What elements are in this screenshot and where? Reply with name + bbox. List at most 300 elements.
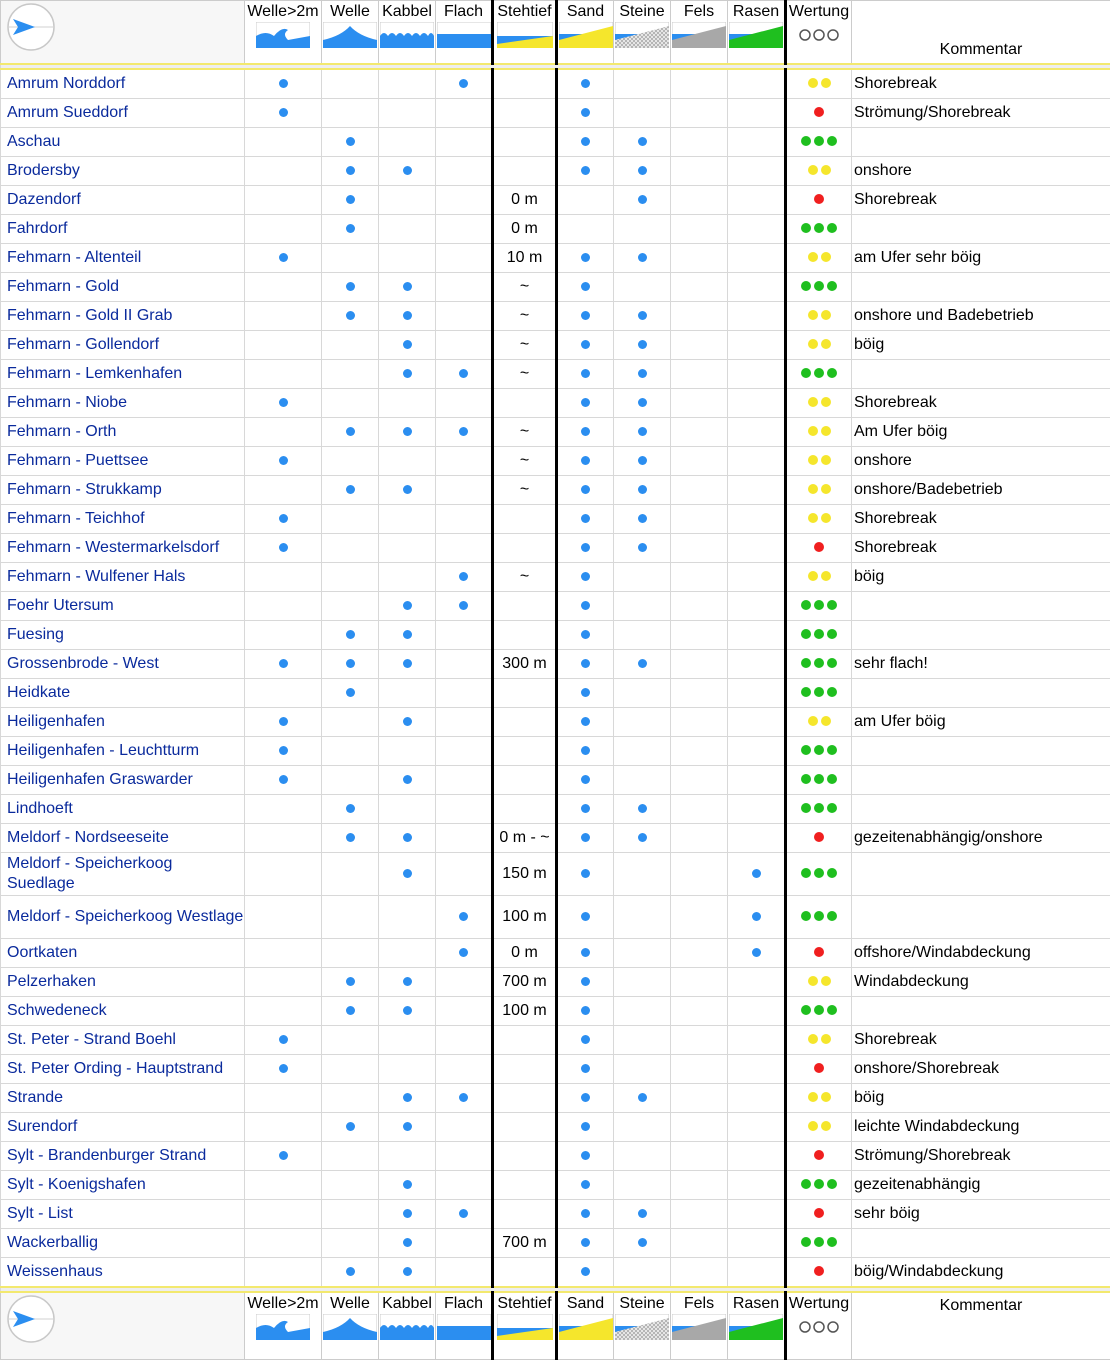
cell-rock xyxy=(671,737,728,766)
col-chop xyxy=(379,1,436,65)
feature-dot-icon xyxy=(403,630,412,639)
logo-cell xyxy=(1,1,245,65)
cell-wave xyxy=(322,418,379,447)
table-row xyxy=(1,186,1110,215)
spot-link[interactable]: Fehmarn - Lemkenhafen xyxy=(7,365,182,382)
cell-flat xyxy=(436,896,493,939)
rating-cell xyxy=(786,1142,852,1171)
rating-cell xyxy=(786,997,852,1026)
spot-link[interactable]: Lindhoeft xyxy=(7,800,73,817)
rating-dot-icon xyxy=(814,136,824,146)
feature-dot-icon xyxy=(279,659,288,668)
feature-dot-icon xyxy=(638,456,647,465)
feature-dot-icon xyxy=(638,659,647,668)
spot-link[interactable]: Dazendorf xyxy=(7,191,81,208)
cell-sand xyxy=(557,939,614,968)
rating-dot-icon xyxy=(801,600,811,610)
standing-depth-value: 150 m xyxy=(493,853,557,896)
spot-link[interactable]: Fehmarn - Teichhof xyxy=(7,510,145,527)
rating-dot-icon xyxy=(801,774,811,784)
rating-dot-icon xyxy=(827,629,837,639)
spot-link[interactable]: Pelzerhaken xyxy=(7,973,96,990)
rating-cell xyxy=(786,69,852,99)
spot-name-cell xyxy=(1,939,245,968)
cell-big-wave xyxy=(245,273,322,302)
cell-flat xyxy=(436,563,493,592)
spot-name-cell xyxy=(1,592,245,621)
standing-depth-value xyxy=(493,1200,557,1229)
rating-dot-icon xyxy=(821,252,831,262)
feature-dot-icon xyxy=(581,485,590,494)
spot-link[interactable]: Fehmarn - Gold II Grab xyxy=(7,307,172,324)
cell-sand xyxy=(557,737,614,766)
cell-rock xyxy=(671,1258,728,1288)
col-standing-depth xyxy=(493,1,557,65)
cell-stones xyxy=(614,968,671,997)
rating-dot-icon xyxy=(801,629,811,639)
spot-link[interactable]: Fehmarn - Orth xyxy=(7,423,116,440)
cell-grass xyxy=(728,99,786,128)
cell-stones xyxy=(614,1026,671,1055)
cell-sand xyxy=(557,853,614,896)
table-row xyxy=(1,997,1110,1026)
rating-cell xyxy=(786,939,852,968)
comment-cell xyxy=(852,215,1110,244)
stones-icon xyxy=(615,22,669,48)
cell-stones xyxy=(614,563,671,592)
cell-big-wave xyxy=(245,1258,322,1288)
cell-stones xyxy=(614,157,671,186)
spot-link[interactable]: Aschau xyxy=(7,133,60,150)
cell-flat xyxy=(436,302,493,331)
spot-link[interactable]: Fuesing xyxy=(7,626,64,643)
rating-dot-icon xyxy=(821,1121,831,1131)
standing-depth-value xyxy=(493,128,557,157)
table-row xyxy=(1,679,1110,708)
rating-dot-icon xyxy=(814,947,824,957)
spot-link[interactable]: Strande xyxy=(7,1089,63,1106)
cell-chop xyxy=(379,128,436,157)
rating-cell xyxy=(786,708,852,737)
cell-chop xyxy=(379,1142,436,1171)
standing-depth-value xyxy=(493,505,557,534)
spot-link[interactable]: Fehmarn - Strukkamp xyxy=(7,481,162,498)
rating-dot-icon xyxy=(801,803,811,813)
rating-cell xyxy=(786,360,852,389)
cell-big-wave xyxy=(245,968,322,997)
cell-big-wave xyxy=(245,99,322,128)
feature-dot-icon xyxy=(638,137,647,146)
cell-grass xyxy=(728,795,786,824)
feature-dot-icon xyxy=(403,1209,412,1218)
cell-stones xyxy=(614,447,671,476)
cell-sand xyxy=(557,331,614,360)
rating-dot-icon xyxy=(801,1005,811,1015)
cell-grass xyxy=(728,708,786,737)
rating-green-icon xyxy=(801,911,837,921)
standing-depth-value: 700 m xyxy=(493,968,557,997)
feature-dot-icon xyxy=(638,166,647,175)
cell-big-wave xyxy=(245,563,322,592)
spot-link[interactable]: St. Peter - Strand Boehl xyxy=(7,1031,176,1048)
cell-wave xyxy=(322,621,379,650)
rating-cell xyxy=(786,447,852,476)
cell-flat xyxy=(436,418,493,447)
feature-dot-icon xyxy=(581,369,590,378)
cell-chop xyxy=(379,1055,436,1084)
cell-big-wave xyxy=(245,331,322,360)
cell-sand xyxy=(557,215,614,244)
spot-link[interactable]: Grossenbrode - West xyxy=(7,655,159,672)
cell-wave xyxy=(322,99,379,128)
cell-flat xyxy=(436,1171,493,1200)
spot-link[interactable]: Heidkate xyxy=(7,684,70,701)
rating-cell xyxy=(786,186,852,215)
table-row xyxy=(1,69,1110,99)
rating-green-icon xyxy=(801,368,837,378)
cell-sand xyxy=(557,766,614,795)
col-sand-label: Sand xyxy=(558,1,613,22)
spot-link[interactable]: Sylt - List xyxy=(7,1205,73,1222)
rating-dot-icon xyxy=(808,78,818,88)
cell-grass xyxy=(728,766,786,795)
col-rating-label: Wertung xyxy=(787,1293,851,1314)
table-row xyxy=(1,1258,1110,1288)
comment-cell: am Ufer sehr böig xyxy=(852,244,1110,273)
col-grass xyxy=(728,1292,786,1360)
cell-rock xyxy=(671,447,728,476)
comment-cell: Strömung/Shorebreak xyxy=(852,99,1110,128)
cell-big-wave xyxy=(245,186,322,215)
rating-dot-icon xyxy=(814,600,824,610)
cell-chop xyxy=(379,737,436,766)
feature-dot-icon xyxy=(581,311,590,320)
spot-link[interactable]: Sylt - Koenigshafen xyxy=(7,1176,146,1193)
standing-depth-value: ~ xyxy=(493,476,557,505)
feature-dot-icon xyxy=(581,1093,590,1102)
cell-wave xyxy=(322,853,379,896)
spot-link[interactable]: Surendorf xyxy=(7,1118,77,1135)
rating-green-icon xyxy=(801,1237,837,1247)
cell-stones xyxy=(614,186,671,215)
cell-sand xyxy=(557,1113,614,1142)
rating-dot-icon xyxy=(821,455,831,465)
feature-dot-icon xyxy=(638,253,647,262)
rating-cell xyxy=(786,157,852,186)
cell-chop xyxy=(379,1084,436,1113)
col-rating-label: Wertung xyxy=(787,1,851,22)
rating-yellow-icon xyxy=(808,397,831,407)
cell-chop xyxy=(379,360,436,389)
rating-cell xyxy=(786,766,852,795)
rating-dot-icon xyxy=(808,165,818,175)
table-row xyxy=(1,1055,1110,1084)
rating-circles-icon xyxy=(792,1314,846,1340)
spot-link[interactable]: Meldorf - Speicherkoog Suedlage xyxy=(7,855,172,892)
cell-stones xyxy=(614,360,671,389)
cell-grass xyxy=(728,157,786,186)
feature-dot-icon xyxy=(279,746,288,755)
rating-cell xyxy=(786,1055,852,1084)
spot-link[interactable]: Fehmarn - Altenteil xyxy=(7,249,141,266)
cell-grass xyxy=(728,331,786,360)
rating-dot-icon xyxy=(814,1266,824,1276)
rating-dot-icon xyxy=(821,1034,831,1044)
grass-icon xyxy=(729,1314,783,1340)
cell-rock xyxy=(671,302,728,331)
rating-dot-icon xyxy=(808,426,818,436)
standing-depth-value xyxy=(493,389,557,418)
spot-name-cell xyxy=(1,244,245,273)
cell-grass xyxy=(728,621,786,650)
comment-cell xyxy=(852,679,1110,708)
spot-link[interactable]: Fehmarn - Puettsee xyxy=(7,452,148,469)
cell-stones xyxy=(614,476,671,505)
rating-cell xyxy=(786,1171,852,1200)
cell-chop xyxy=(379,244,436,273)
spot-name-cell xyxy=(1,1055,245,1084)
col-flat xyxy=(436,1292,493,1360)
cell-grass xyxy=(728,679,786,708)
cell-grass xyxy=(728,1055,786,1084)
spot-link[interactable]: Fahrdorf xyxy=(7,220,67,237)
cell-grass xyxy=(728,389,786,418)
cell-flat xyxy=(436,824,493,853)
rating-cell xyxy=(786,1258,852,1288)
rating-dot-icon xyxy=(814,629,824,639)
rating-dot-icon xyxy=(808,1092,818,1102)
spot-name-cell xyxy=(1,650,245,679)
cell-rock xyxy=(671,621,728,650)
feature-dot-icon xyxy=(638,1093,647,1102)
cell-wave xyxy=(322,476,379,505)
col-grass-label: Rasen xyxy=(728,1293,784,1314)
cell-grass xyxy=(728,824,786,853)
cell-grass xyxy=(728,1229,786,1258)
rating-cell xyxy=(786,1113,852,1142)
spot-link[interactable]: St. Peter Ording - Hauptstrand xyxy=(7,1060,223,1077)
spot-link[interactable]: Weissenhaus xyxy=(7,1263,103,1280)
rating-dot-icon xyxy=(821,165,831,175)
spot-link[interactable]: Heiligenhafen Graswarder xyxy=(7,771,193,788)
table-row xyxy=(1,621,1110,650)
cell-chop xyxy=(379,302,436,331)
spot-link[interactable]: Meldorf - Nordseeseite xyxy=(7,829,169,846)
rating-dot-icon xyxy=(827,136,837,146)
spot-link[interactable]: Wackerballig xyxy=(7,1234,98,1251)
cell-wave xyxy=(322,997,379,1026)
feature-dot-icon xyxy=(403,869,412,878)
cell-sand xyxy=(557,1084,614,1113)
rating-dot-icon xyxy=(821,1092,831,1102)
cell-stones xyxy=(614,99,671,128)
feature-dot-icon xyxy=(403,485,412,494)
cell-chop xyxy=(379,1026,436,1055)
cell-grass xyxy=(728,244,786,273)
table-row xyxy=(1,534,1110,563)
rating-green-icon xyxy=(801,868,837,878)
cell-sand xyxy=(557,1055,614,1084)
table-row xyxy=(1,563,1110,592)
standing-depth-value xyxy=(493,1171,557,1200)
cell-grass xyxy=(728,1026,786,1055)
rating-dot-icon xyxy=(814,745,824,755)
table-row xyxy=(1,592,1110,621)
spot-link[interactable]: Amrum Sueddorf xyxy=(7,104,128,121)
spot-link[interactable]: Fehmarn - Niobe xyxy=(7,394,127,411)
rating-dot-icon xyxy=(827,774,837,784)
cell-flat xyxy=(436,505,493,534)
cell-rock xyxy=(671,563,728,592)
spot-link[interactable]: Fehmarn - Gold xyxy=(7,278,119,295)
cell-grass xyxy=(728,215,786,244)
cell-big-wave xyxy=(245,505,322,534)
feature-dot-icon xyxy=(346,688,355,697)
cell-rock xyxy=(671,99,728,128)
spot-link[interactable]: Brodersby xyxy=(7,162,80,179)
spot-link[interactable]: Heiligenhafen xyxy=(7,713,105,730)
cell-chop xyxy=(379,476,436,505)
comment-cell xyxy=(852,128,1110,157)
cell-rock xyxy=(671,1142,728,1171)
rating-cell xyxy=(786,853,852,896)
spot-name-cell xyxy=(1,853,245,896)
cell-rock xyxy=(671,997,728,1026)
feature-dot-icon xyxy=(581,1151,590,1160)
rating-dot-icon xyxy=(808,484,818,494)
standing-depth-value: 100 m xyxy=(493,997,557,1026)
cell-stones xyxy=(614,997,671,1026)
spot-link[interactable]: Oortkaten xyxy=(7,944,77,961)
feature-dot-icon xyxy=(459,572,468,581)
comment-cell: böig xyxy=(852,1084,1110,1113)
cell-stones xyxy=(614,1055,671,1084)
cell-grass xyxy=(728,1258,786,1288)
cell-big-wave xyxy=(245,650,322,679)
cell-wave xyxy=(322,389,379,418)
table-row xyxy=(1,766,1110,795)
cell-chop xyxy=(379,1113,436,1142)
feature-dot-icon xyxy=(581,282,590,291)
feature-dot-icon xyxy=(581,746,590,755)
spot-name-cell xyxy=(1,1171,245,1200)
spot-link[interactable]: Schwedeneck xyxy=(7,1002,107,1019)
cell-chop xyxy=(379,824,436,853)
feature-dot-icon xyxy=(346,485,355,494)
cell-stones xyxy=(614,534,671,563)
spot-link[interactable]: Sylt - Brandenburger Strand xyxy=(7,1147,206,1164)
cell-sand xyxy=(557,69,614,99)
spot-link[interactable]: Fehmarn - Wulfener Hals xyxy=(7,568,185,585)
cell-rock xyxy=(671,1026,728,1055)
rating-dot-icon xyxy=(801,368,811,378)
comment-cell xyxy=(852,621,1110,650)
spot-name-cell xyxy=(1,215,245,244)
rating-yellow-icon xyxy=(808,310,831,320)
cell-stones xyxy=(614,939,671,968)
standing-depth-value xyxy=(493,1084,557,1113)
spot-link[interactable]: Heiligenhafen - Leuchtturm xyxy=(7,742,199,759)
cell-rock xyxy=(671,1113,728,1142)
table-row xyxy=(1,215,1110,244)
cell-chop xyxy=(379,69,436,99)
standing-depth-value xyxy=(493,766,557,795)
cell-grass xyxy=(728,505,786,534)
standing-depth-value: 700 m xyxy=(493,1229,557,1258)
feature-dot-icon xyxy=(581,108,590,117)
cell-wave xyxy=(322,215,379,244)
cell-flat xyxy=(436,766,493,795)
feature-dot-icon xyxy=(403,775,412,784)
cell-rock xyxy=(671,69,728,99)
feature-dot-icon xyxy=(638,1209,647,1218)
cell-chop xyxy=(379,389,436,418)
spot-link[interactable]: Amrum Norddorf xyxy=(7,75,125,92)
feature-dot-icon xyxy=(346,630,355,639)
feature-dot-icon xyxy=(279,514,288,523)
spot-name-cell xyxy=(1,447,245,476)
cell-sand xyxy=(557,708,614,737)
standing-depth-value xyxy=(493,1142,557,1171)
comment-cell: Shorebreak xyxy=(852,534,1110,563)
rating-dot-icon xyxy=(814,687,824,697)
cell-big-wave xyxy=(245,244,322,273)
cell-flat xyxy=(436,128,493,157)
rating-cell xyxy=(786,534,852,563)
col-rating xyxy=(786,1,852,65)
cell-wave xyxy=(322,708,379,737)
spot-link[interactable]: Foehr Utersum xyxy=(7,597,114,614)
cell-stones xyxy=(614,302,671,331)
cell-flat xyxy=(436,1055,493,1084)
col-wave xyxy=(322,1292,379,1360)
rating-dot-icon xyxy=(827,745,837,755)
feature-dot-icon xyxy=(638,195,647,204)
feature-dot-icon xyxy=(403,427,412,436)
cell-flat xyxy=(436,708,493,737)
cell-stones xyxy=(614,650,671,679)
cell-rock xyxy=(671,534,728,563)
spot-link[interactable]: Fehmarn - Gollendorf xyxy=(7,336,159,353)
cell-sand xyxy=(557,1171,614,1200)
col-chop-label: Kabbel xyxy=(379,1,435,22)
spot-link[interactable]: Fehmarn - Westermarkelsdorf xyxy=(7,539,219,556)
cell-sand xyxy=(557,128,614,157)
rating-dot-icon xyxy=(821,484,831,494)
cell-stones xyxy=(614,853,671,896)
rating-yellow-icon xyxy=(808,455,831,465)
cell-wave xyxy=(322,968,379,997)
cell-sand xyxy=(557,621,614,650)
cell-grass xyxy=(728,302,786,331)
comment-cell xyxy=(852,1229,1110,1258)
standing-depth-value: 100 m xyxy=(493,896,557,939)
rating-dot-icon xyxy=(808,716,818,726)
rating-cell xyxy=(786,215,852,244)
spot-link[interactable]: Meldorf - Speicherkoog Westlage xyxy=(7,908,243,925)
cell-sand xyxy=(557,418,614,447)
feature-dot-icon xyxy=(638,398,647,407)
feature-dot-icon xyxy=(279,456,288,465)
feature-dot-icon xyxy=(459,79,468,88)
cell-chop xyxy=(379,650,436,679)
rating-dot-icon xyxy=(814,107,824,117)
feature-dot-icon xyxy=(459,1209,468,1218)
cell-flat xyxy=(436,476,493,505)
spot-name-cell xyxy=(1,997,245,1026)
cell-sand xyxy=(557,99,614,128)
cell-big-wave xyxy=(245,1200,322,1229)
